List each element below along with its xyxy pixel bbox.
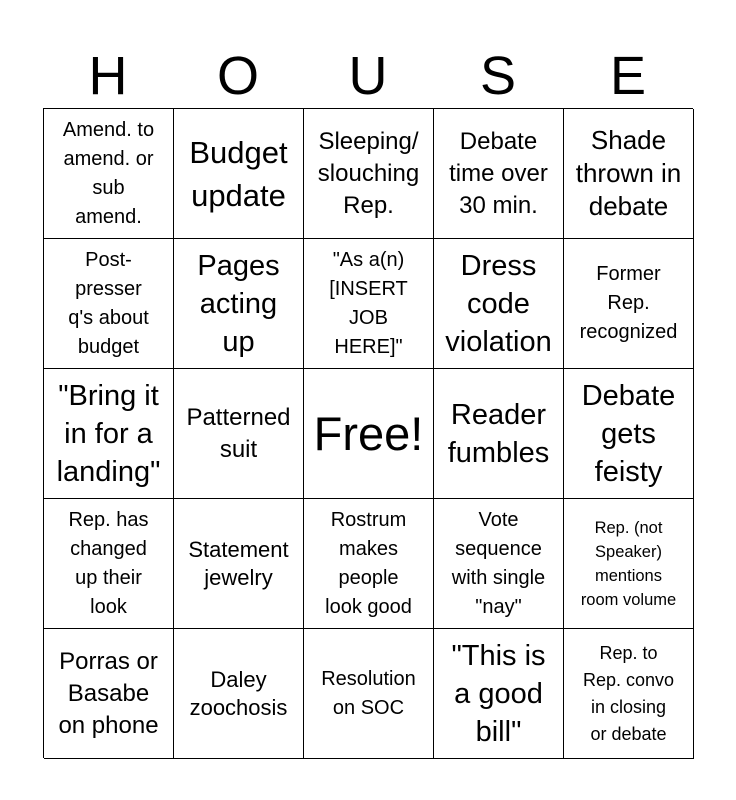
bingo-cell-r3c4[interactable]: [434, 369, 564, 499]
cell-label: Debate gets feisty: [581, 379, 676, 488]
bingo-cell-r2c1[interactable]: [44, 239, 174, 369]
cell-label: Dress code violation: [445, 249, 552, 358]
cell-label: "As a(n) [INSERT JOB HERE]": [329, 248, 408, 358]
bingo-cell-r1c2[interactable]: [174, 109, 304, 239]
bingo-cell-r2c5[interactable]: [564, 239, 694, 369]
header-letter-e: E: [609, 46, 647, 106]
cell-label: Porras or Basabe on phone: [58, 647, 159, 739]
cell-label: Statement jewelry: [188, 536, 289, 590]
cell-label: Rostrum makes people look good: [325, 508, 412, 618]
cell-label: Rep. has changed up their look: [68, 508, 149, 618]
bingo-cell-r1c1[interactable]: [44, 109, 174, 239]
header-letter-s: S: [479, 46, 517, 106]
bingo-cell-r5c4[interactable]: [434, 629, 564, 759]
bingo-board: [43, 108, 693, 758]
bingo-cell-r1c5[interactable]: [564, 109, 694, 239]
cell-label: Daley zoochosis: [189, 666, 288, 720]
bingo-cell-r2c3[interactable]: [304, 239, 434, 369]
cell-label: Shade thrown in debate: [575, 125, 682, 221]
cell-label: Reader fumbles: [447, 398, 550, 469]
cell-label: Budget update: [189, 134, 288, 213]
cell-label: Rep. to Rep. convo in closing or debate: [582, 642, 675, 744]
bingo-cell-r4c5[interactable]: [564, 499, 694, 629]
bingo-cell-r5c5[interactable]: [564, 629, 694, 759]
bingo-cell-r2c4[interactable]: [434, 239, 564, 369]
cell-label: Vote sequence with single "nay": [451, 508, 546, 618]
header-letter-h: H: [88, 46, 128, 106]
free-space-label: Free!: [313, 407, 424, 460]
bingo-cell-r1c4[interactable]: [434, 109, 564, 239]
bingo-cell-r3c5[interactable]: [564, 369, 694, 499]
bingo-cell-free[interactable]: [304, 369, 434, 499]
cell-label: Amend. to amend. or sub amend.: [62, 118, 155, 228]
bingo-cell-r2c2[interactable]: [174, 239, 304, 369]
cell-label: Debate time over 30 min.: [449, 127, 548, 219]
header-letter-u: U: [348, 46, 388, 106]
cell-label: Pages acting up: [197, 249, 280, 358]
bingo-cell-r3c1[interactable]: [44, 369, 174, 499]
cell-label: Former Rep. recognized: [579, 263, 678, 343]
header-letter-o: O: [216, 46, 259, 106]
cell-label: Rep. (not Speaker) mentions room volume: [580, 518, 677, 609]
bingo-cell-r5c1[interactable]: [44, 629, 174, 759]
bingo-cell-r3c2[interactable]: [174, 369, 304, 499]
bingo-header: [43, 48, 693, 104]
cell-label: Post- presser q's about budget: [68, 248, 149, 358]
bingo-cell-r4c3[interactable]: [304, 499, 434, 629]
bingo-cell-r4c4[interactable]: [434, 499, 564, 629]
cell-label: "Bring it in for a landing": [56, 379, 161, 488]
cell-label: "This is a good bill": [451, 639, 546, 748]
bingo-cell-r4c2[interactable]: [174, 499, 304, 629]
bingo-cell-r5c3[interactable]: [304, 629, 434, 759]
cell-label: Resolution on SOC: [321, 667, 416, 719]
cell-label: Sleeping/ slouching Rep.: [317, 127, 420, 219]
cell-label: Patterned suit: [186, 403, 291, 463]
bingo-cell-r1c3[interactable]: [304, 109, 434, 239]
bingo-cell-r5c2[interactable]: [174, 629, 304, 759]
bingo-cell-r4c1[interactable]: [44, 499, 174, 629]
